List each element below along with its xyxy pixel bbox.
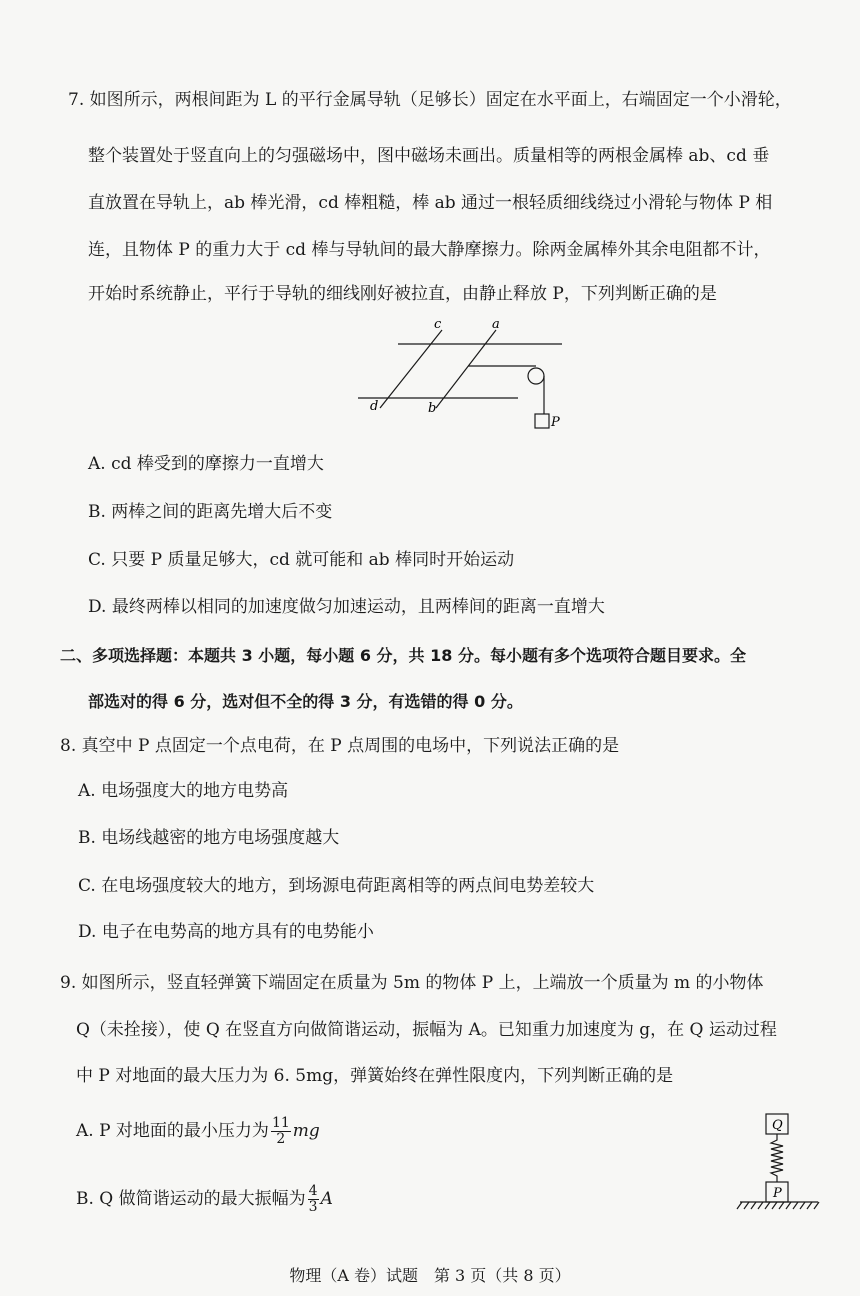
q9-spring-figure — [732, 1110, 824, 1222]
q7-option-c: C. 只要 P 质量足够大，cd 就可能和 ab 棒同时开始运动 — [88, 550, 515, 570]
ground-hatch — [737, 1202, 819, 1209]
q9-option-a-fraction — [271, 1116, 291, 1147]
section2-header-line-2: 部选对的得 6 分，选对但不全的得 3 分，有选错的得 0 分。 — [88, 692, 523, 711]
rod-ab — [436, 330, 496, 408]
q9-option-a-text: A. P 对地面的最小压力为 — [76, 1121, 269, 1141]
label-p2: P — [773, 1186, 782, 1201]
q9-option-b-denominator: 3 — [308, 1199, 318, 1215]
label-a: a — [492, 318, 500, 332]
spring — [771, 1134, 783, 1182]
q8-stem: 8. 真空中 P 点固定一个点电荷，在 P 点周围的电场中，下列说法正确的是 — [60, 736, 620, 756]
q9-option-b — [76, 1184, 333, 1215]
q7-stem-line-5: 开始时系统静止，平行于导轨的细线刚好被拉直，由静止释放 P，下列判断正确的是 — [88, 284, 717, 304]
q8-option-c: C. 在电场强度较大的地方，到场源电荷距离相等的两点间电势差较大 — [78, 876, 595, 896]
q7-option-d: D. 最终两棒以相同的加速度做匀加速运动，且两棒间的距离一直增大 — [88, 597, 605, 617]
q7-rails-figure — [350, 318, 580, 438]
q9-option-b-fraction — [308, 1184, 319, 1215]
q9-option-a-numerator: 11 — [271, 1115, 290, 1131]
q7-stem-line-3: 直放置在导轨上，ab 棒光滑，cd 棒粗糙，棒 ab 通过一根轻质细线绕过小滑轮与物体 P 相 — [88, 193, 773, 213]
rod-cd — [380, 330, 442, 408]
q7-option-b: B. 两棒之间的距离先增大后不变 — [88, 502, 333, 522]
q9-option-b-unit: A — [320, 1189, 333, 1209]
label-p: P — [551, 415, 560, 430]
label-c: c — [434, 318, 442, 332]
q8-option-a: A. 电场强度大的地方电势高 — [78, 781, 289, 801]
q9-option-a-denominator: 2 — [276, 1131, 286, 1147]
q9-stem-line-1: 9. 如图所示，竖直轻弹簧下端固定在质量为 5m 的物体 P 上，上端放一个质量为 m 的小物体 — [60, 973, 764, 993]
section2-header-line-1: 二、多项选择题：本题共 3 小题，每小题 6 分，共 18 分。每小题有多个选项符合题目要求。全 — [60, 646, 746, 665]
q8-option-b: B. 电场线越密的地方电场强度越大 — [78, 828, 340, 848]
q8-option-d: D. 电子在电势高的地方具有的电势能小 — [78, 922, 374, 942]
q7-stem-line-4: 连，且物体 P 的重力大于 cd 棒与导轨间的最大静摩擦力。除两金属棒外其余电阻都不计， — [88, 240, 771, 260]
q7-option-a: A. cd 棒受到的摩擦力一直增大 — [88, 454, 324, 474]
q9-stem-line-2: Q（未拴接），使 Q 在竖直方向做简谐运动，振幅为 A。已知重力加速度为 g，在 Q 运动过程 — [76, 1020, 777, 1040]
label-q: Q — [772, 1118, 783, 1133]
q9-option-b-numerator: 4 — [308, 1183, 318, 1199]
page-footer: 物理（A 卷）试题 第 3 页（共 8 页） — [289, 1266, 571, 1285]
q9-option-a — [76, 1116, 320, 1147]
q7-stem-line-2: 整个装置处于竖直向上的匀强磁场中，图中磁场未画出。质量相等的两根金属棒 ab、cd 垂 — [88, 146, 770, 166]
block-p — [535, 414, 549, 428]
pulley — [528, 368, 544, 384]
label-b: b — [428, 401, 437, 416]
q9-option-b-text: B. Q 做简谐运动的最大振幅为 — [76, 1189, 306, 1209]
q9-stem-line-3: 中 P 对地面的最大压力为 6. 5mg，弹簧始终在弹性限度内，下列判断正确的是 — [76, 1066, 674, 1086]
q7-stem-line-1: 7. 如图所示，两根间距为 L 的平行金属导轨（足够长）固定在水平面上，右端固定一个小滑轮， — [68, 90, 792, 110]
label-d: d — [370, 399, 379, 414]
q9-option-a-unit: mg — [292, 1121, 320, 1141]
